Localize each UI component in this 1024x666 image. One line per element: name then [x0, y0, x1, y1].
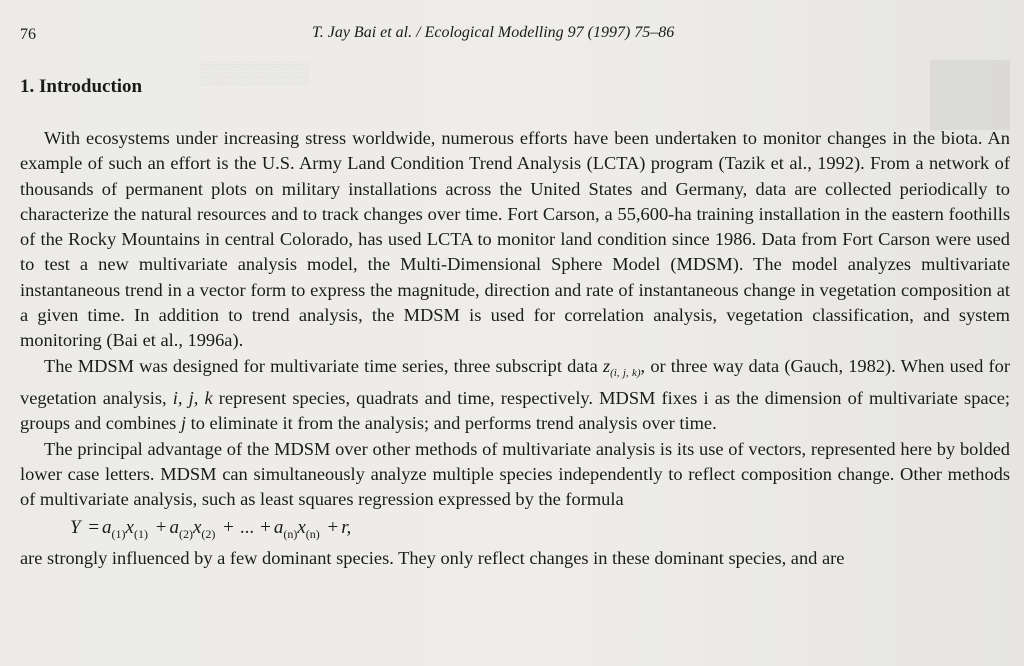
eq-plus: +: [223, 517, 234, 539]
body-text: [20, 126, 1010, 572]
paragraph-2-text: The MDSM was designed for multivariate time series, three subscript data: [44, 355, 603, 376]
eq-plus: +: [327, 517, 339, 539]
paragraph-2: [20, 354, 1010, 437]
eq-a2-sub: (2): [178, 527, 193, 542]
eq-a1: a: [102, 517, 112, 539]
eq-x2: x: [192, 517, 202, 539]
page-header: [20, 22, 1010, 46]
eq-plus: +: [260, 517, 271, 539]
eq-plus: +: [155, 517, 167, 539]
paragraph-2-text: , or three way data (Gauch, 1982). When used for vegetation analysis,: [20, 355, 1010, 408]
z-subscript: (i, j, k): [610, 366, 641, 379]
page-number: 76: [20, 26, 36, 43]
eq-equals: =: [88, 517, 100, 539]
j-variable: j: [180, 413, 187, 434]
section-title: 1. Introduction: [20, 76, 143, 97]
eq-x1: x: [125, 517, 134, 539]
running-head: T. Jay Bai et al. / Ecological Modelling 97 (1997) 75–86: [312, 24, 675, 41]
eq-xn: x: [297, 517, 306, 539]
eq-r: r: [341, 517, 347, 539]
regression-equation: [70, 515, 1010, 541]
eq-ellipsis: ...: [239, 517, 255, 539]
eq-an: a: [273, 517, 284, 539]
paragraph-continuation: are strongly influenced by a few dominant species. They only reflect changes in these dominant species, and are: [20, 548, 845, 569]
eq-a1-sub: (1): [111, 527, 126, 542]
show-through-mark: [930, 60, 1010, 130]
eq-x1-sub: (1): [133, 527, 148, 542]
eq-y: Y: [70, 517, 81, 539]
paragraph-3: The principal advantage of the MDSM over other methods of multivariate analysis is its use of vectors, represented here by bolded lower case letters. MDSM can simultaneously analyze multiple species independently to reflect composition change. Other methods of multivariate analysis, such as least squares regression expressed by the formula: [20, 438, 1010, 510]
eq-an-sub: (n): [283, 527, 298, 542]
eq-xn-sub: (n): [305, 527, 320, 542]
paragraph-2-text: represent species, quadrats and time, respectively. MDSM fixes i as the dimension of multivariate space; groups and combines: [20, 387, 1011, 434]
eq-x2-sub: (2): [201, 527, 216, 542]
show-through-mark: ▒▒▒▒▒▒▒: [200, 60, 310, 85]
paragraph-2-text: to eliminate it from the analysis; and performs trend analysis over time.: [186, 413, 717, 434]
eq-comma: ,: [346, 517, 352, 539]
z-variable: z: [602, 355, 611, 376]
ijk-variables: i, j, k: [172, 387, 213, 408]
eq-a2: a: [169, 517, 179, 539]
paragraph-1: With ecosystems under increasing stress worldwide, numerous efforts have been undertaken to monitor changes in the biota. An example of such an effort is the U.S. Army Land Condition Trend Analysis (LCTA) program (Tazik et al., 1992). From a network of thousands of permanent plots on military installations across the United States and Germany, data are collected periodically to characterize the natural resources and to track changes over time. Fort Carson, a 55,600-ha training installation in the eastern foothills of the Rocky Mountains in central Colorado, has used LCTA to monitor land condition since 1986. Data from Fort Carson were used to test a new multivariate analysis model, the Multi-Dimensional Sphere Model (MDSM). The model analyzes multivariate instantaneous trend in a vector form to express the magnitude, direction and rate of instantaneous change in vegetation composition at a given time. In addition to trend analysis, the MDSM is used for correlation analysis, vegetation classification, and system monitoring (Bai et al., 1996a).: [20, 128, 1010, 351]
